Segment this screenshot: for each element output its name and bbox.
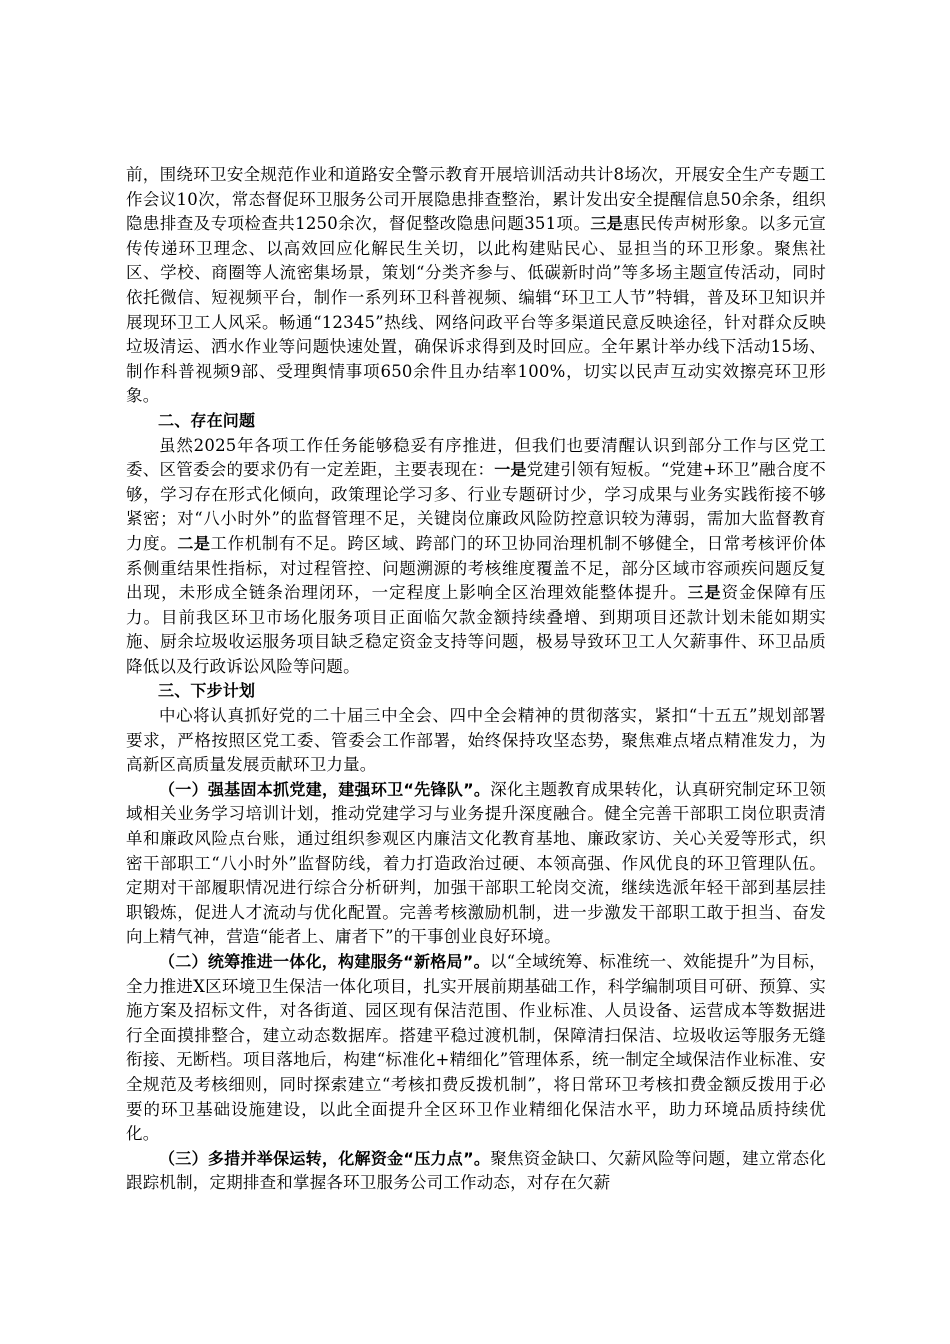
paragraph-text: 党建引领有短板。“党建+环卫”融合度不够，学习存在形式化倾向，政策理论学习多、行业专题研讨少，学习成果与业务实践衔接不够紧密；对“八小时外”的监督管理不足，关键岗位廉政风险防控意识较为薄弱，需加大监督教育力度。 xyxy=(126,460,827,553)
plan-item-party-building xyxy=(126,778,826,950)
section-heading-next-plan: 三、下步计划 xyxy=(158,681,256,701)
bold-lead-phrase: 三是 xyxy=(687,583,722,603)
paragraph-text: 以“全域统筹、标准统一、效能提升”为目标，全力推进X区环境卫生保洁一体化项目，扎实开展前期基础工作，科学编制项目可研、预算、实施方案及招标文件，对各街道、园区现有保洁范围、作业标准、人员设备、运营成本等数据进行全面摸排整合，建立动态数据库。搭建平稳过渡机制，保障清扫保洁、垃圾收运等服务无缝衔接、无断档。项目落地后，构建“标准化+精细化”管理体系，统一制定全域保洁作业标准、安全规范及考核细则，同时探索建立“考核扣费反拨机制”，将日常环卫考核扣费金额反拨用于必要的环卫基础设施建设，以此全面提升全区环卫作业精细化保洁水平，助力环境品质持续优化。 xyxy=(126,952,827,1144)
paragraph-safety-and-image xyxy=(126,163,826,409)
paragraph-text: 聚焦资金缺口、欠薪风险等问题，建立常态化跟踪机制，定期排查和掌握各环卫服务公司工作动态，对存在欠薪 xyxy=(126,1148,827,1193)
paragraph-text: 资金保障有压力。目前我区环卫市场化服务项目正面临欠款金额持续叠增、到期项目还款计划未能如期实施、厨余垃圾收运服务项目缺乏稳定资金支持等问题，极易导致环卫工人欠薪事件、环卫品质降低以及行政诉讼风险等问题。 xyxy=(126,583,826,676)
paragraph-next-plan-intro: 中心将认真抓好党的二十届三中全会、四中全会精神的贯彻落实，紧扣“十五五”规划部署要求，严格按照区党工委、管委会工作部署，始终保持攻坚态势，聚焦难点堵点精准发力，为高新区高质量发展贡献环卫力量。 xyxy=(126,706,826,775)
plan-item-title: （三）多措并举保运转，化解资金“压力点”。 xyxy=(159,1148,491,1168)
paragraph-problems xyxy=(126,434,826,680)
bold-lead-phrase: 二是 xyxy=(177,533,211,553)
paragraph-text: 惠民传声树形象。以多元宣传传递环卫理念、以高效回应化解民生关切，以此构建贴民心、显担当的环卫形象。聚焦社区、学校、商圈等人流密集场景，策划“分类齐参与、低碳新时尚”等多场主题宣传活动，同时依托微信、短视频平台，制作一系列环卫科普视频、编辑“环卫工人节”特辑，普及环卫知识并展现环卫工人风采。畅通“12345”热线、网络问政平台等多渠道民意反映途径，针对群众反映垃圾清运、洒水作业等问题快速处置，确保诉求得到及时回应。全年累计举办线下活动15场、制作科普视频9部、受理舆情事项650余件且办结率100%，切实以民声互动实效擦亮环卫形象。 xyxy=(126,214,826,406)
bold-lead-phrase: 一是 xyxy=(494,460,527,480)
paragraph-text: 前，围绕环卫安全规范作业和道路安全警示教育开展培训活动共计8场次，开展安全生产专题工作会议10次，常态督促环卫服务公司开展隐患排查整治，累计发出安全提醒信息50余条，组织隐患排查及专项检查共1250余次，督促整改隐患问题351项。 xyxy=(126,165,826,234)
document-page xyxy=(126,163,826,1196)
paragraph-text: 深化主题教育成果转化，认真研究制定环卫领域相关业务学习培训计划，推动党建学习与业务提升深度融合。健全完善干部职工岗位职责清单和廉政风险点台账，通过组织参观区内廉洁文化教育基地、廉政家访、关心关爱等形式，织密干部职工“八小时外”监督防线，着力打造政治过硬、本领高强、作风优良的环卫管理队伍。定期对干部履职情况进行综合分析研判，加强干部职工轮岗交流，继续选派年轻干部到基层挂职锻炼，促进人才流动与优化配置。完善考核激励机制，进一步激发干部职工敢于担当、奋发向上精气神，营造“能者上、庸者下”的干事创业良好环境。 xyxy=(126,779,827,947)
paragraph-text: 虽然2025年各项工作任务能够稳妥有序推进，但我们也要清醒认识到部分工作与区党工委、区管委会的要求仍有一定差距，主要表现在： xyxy=(126,435,826,480)
section-heading-problems: 二、存在问题 xyxy=(158,410,256,430)
plan-item-funding xyxy=(126,1147,826,1196)
plan-item-integration xyxy=(126,950,826,1147)
plan-item-title: （一）强基固本抓党建，建强环卫“先锋队”。 xyxy=(159,779,491,799)
bold-lead-phrase: 三是 xyxy=(590,214,624,234)
plan-item-title: （二）统筹推进一体化，构建服务“新格局”。 xyxy=(159,952,490,971)
paragraph-text: 工作机制有不足。跨区域、跨部门的环卫协同治理机制不够健全，日常考核评价体系侧重结果性指标，对过程管控、问题溯源的考核维度覆盖不足，部分区域市容顽疾问题反复出现，未形成全链条治理闭环，一定程度上影响全区治理效能整体提升。 xyxy=(126,533,826,603)
